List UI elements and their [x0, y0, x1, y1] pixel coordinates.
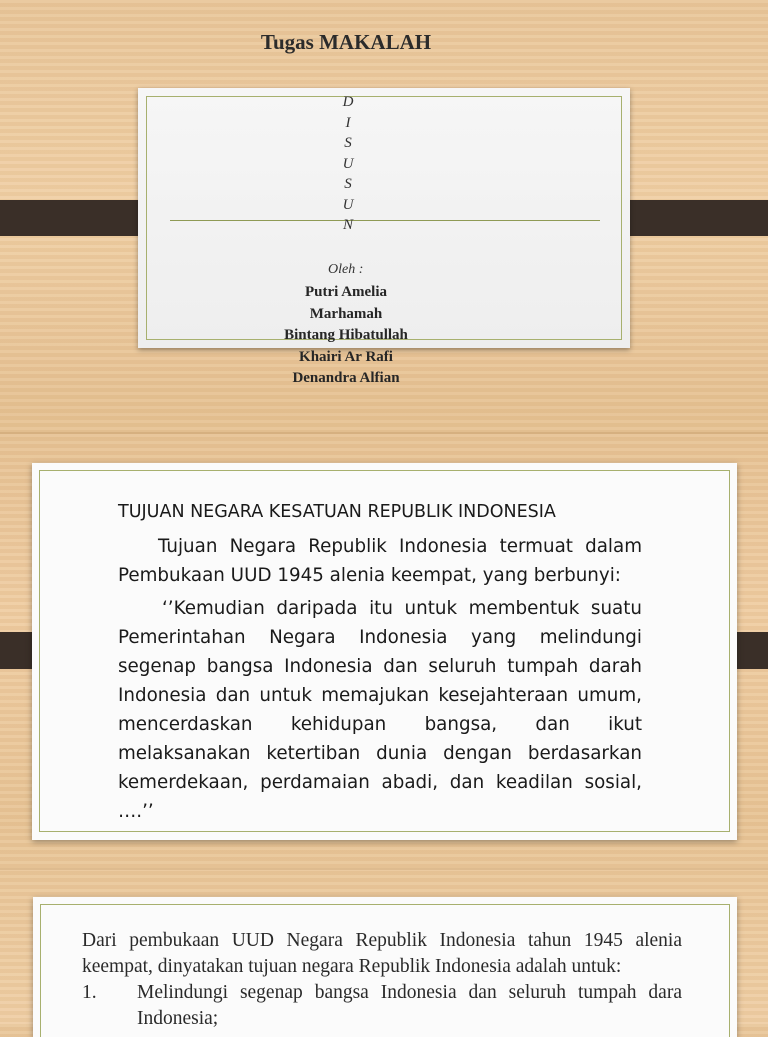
title-card-rule	[170, 220, 600, 221]
disusun-letter: I	[345, 114, 351, 131]
list-item-number: 1.	[82, 982, 97, 1003]
list-item-text: Melindungi segenap bangsa Indonesia dan seluruh tumpah dara Indonesia;	[137, 982, 682, 1029]
slide-separator	[0, 432, 768, 434]
disusun-vertical-text	[328, 92, 368, 236]
disusun-letter: N	[342, 217, 353, 233]
decorative-band-right	[613, 200, 768, 236]
author-name: Denandra Alfian	[292, 370, 400, 386]
disusun-letter: D	[342, 94, 354, 110]
intro-paragraph: Dari pembukaan UUD Negara Republik Indonesia tahun 1945 alenia keempat, dinyatakan tujuan negara Republik Indonesia adalah untuk:	[82, 930, 682, 977]
decorative-band-left	[0, 200, 155, 236]
content-card-body	[82, 928, 682, 1032]
preamble-quote: ‘’Kemudian daripada itu untuk membentuk suatu Pemerintahan Negara Indonesia yang melindungi segenap bangsa Indonesia dan seluruh tumpah darah Indonesia dan untuk memajukan kesejahteraan umum, mencerdaskan kehidupan bangsa, dan ikut melaksanakan ketertiban dunia dengan berdasarkan kemerdekaan, perdamaian abadi, dan keadilan sosial, ….’’	[118, 598, 642, 822]
section-heading: TUJUAN NEGARA KESATUAN REPUBLIK INDONESIA	[118, 502, 556, 522]
content-card-body	[118, 498, 642, 826]
author-name: Marhamah	[309, 305, 383, 322]
disusun-letter: S	[344, 135, 352, 151]
author-list	[246, 282, 446, 390]
disusun-letter: S	[344, 176, 352, 192]
author-name: Bintang Hibatullah	[284, 327, 408, 343]
author-name: Khairi Ar Rafi	[299, 348, 393, 365]
intro-paragraph: Tujuan Negara Republik Indonesia termuat dalam Pembukaan UUD 1945 alenia keempat, yang berbunyi:	[118, 536, 642, 586]
slide-title: Tugas MAKALAH	[260, 30, 432, 54]
disusun-letter: U	[342, 155, 354, 172]
oleh-label: Oleh :	[328, 262, 364, 277]
disusun-letter: U	[342, 196, 354, 213]
list-item	[82, 980, 682, 1032]
slide-separator	[0, 868, 768, 870]
author-name: Putri Amelia	[304, 284, 388, 300]
